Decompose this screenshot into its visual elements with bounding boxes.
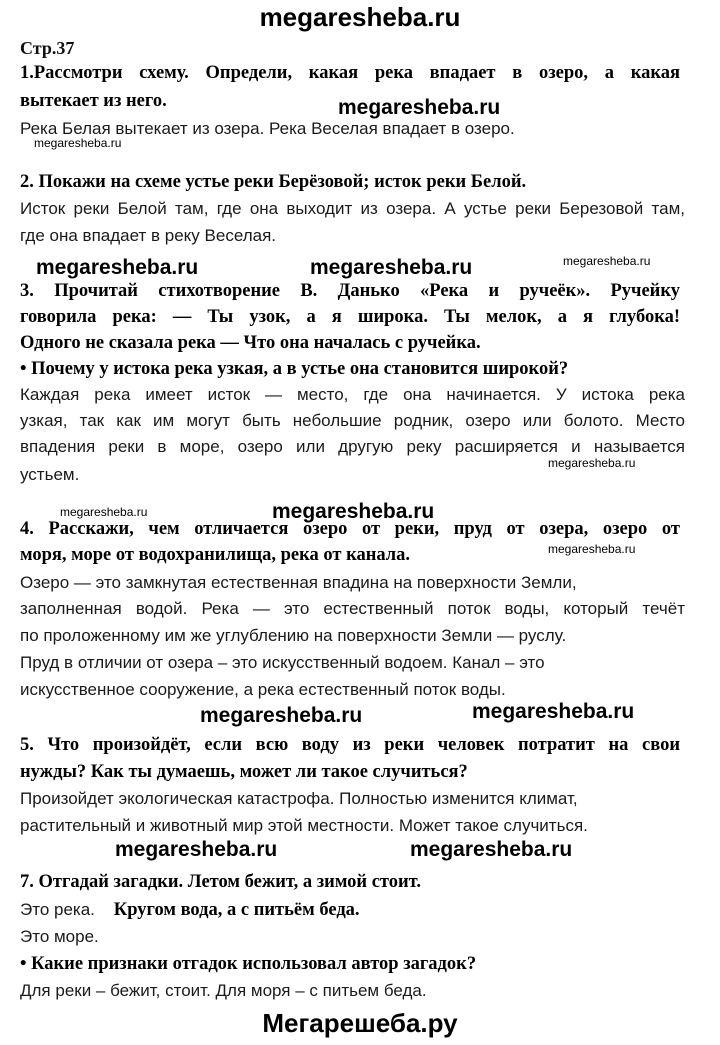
q5-text-line1: 5. Что произойдёт, если всю воду из реки человек потратит на свои: [20, 735, 680, 755]
q4-answer-line3: по проложенному им же углублению на поверхности Земли — руслу.: [20, 626, 567, 645]
watermark-small: megaresheba.ru: [60, 505, 148, 519]
watermark-small: megaresheba.ru: [548, 542, 636, 556]
q7-answer-line1: [20, 900, 360, 921]
q4-answer-line4: Пруд в отличии от озера – это искусственный водоем. Канал – это: [20, 653, 545, 672]
q3-text-line2: говорила река: — Ты узок, а я широка. Ты мелок, а я глубока!: [20, 307, 680, 327]
q3-answer-line3: впадения реки в море, озеро или другую реку расширяется и называется: [20, 437, 685, 456]
watermark: megaresheba.ru: [410, 838, 573, 861]
q5-answer-line1: Произойдет экологическая катастрофа. Полностью изменится климат,: [20, 789, 578, 808]
q7-answer1: Это река.: [20, 900, 95, 919]
watermark: megaresheba.ru: [310, 256, 473, 279]
q3-answer-line1: Каждая река имеет исток — место, где она начинается. У истока река: [20, 385, 685, 404]
q2-answer-line1: Исток реки Белой там, где она выходит из озера. А устье реки Березовой там,: [20, 199, 685, 218]
q3-answer-line4: устьем.: [20, 465, 80, 484]
q4-answer-line1: Озеро — это замкнутая естественная впадина на поверхности Земли,: [20, 573, 577, 592]
q7-answer2: Это море.: [20, 927, 99, 946]
q1-text-line2: вытекает из него.: [20, 91, 167, 111]
q2-answer-line2: где она впадает в реку Веселая.: [20, 226, 277, 245]
q4-answer-line2: заполненная водой. Река — это естественный поток воды, который течёт: [20, 599, 685, 618]
q5-answer-line2: растительный и животный мир этой местности. Может такое случиться.: [20, 816, 588, 835]
q4-text-line1: 4. Расскажи, чем отличается озеро от реки, пруд от озера, озеро от: [20, 519, 680, 539]
q2-text: 2. Покажи на схеме устье реки Берёзовой; исток реки Белой.: [20, 172, 527, 192]
watermark-small: megaresheba.ru: [34, 136, 122, 150]
q5-text-line2: нужды? Как ты думаешь, может ли такое случиться?: [20, 762, 468, 782]
watermark: megaresheba.ru: [272, 500, 435, 523]
watermark-small: megaresheba.ru: [563, 254, 651, 268]
page-reference: Стр.37: [20, 38, 75, 58]
watermark: megaresheba.ru: [200, 704, 363, 727]
q7-answer3: Для реки – бежит, стоит. Для моря – с питьем беда.: [20, 981, 427, 1000]
q3-text-line1: 3. Прочитай стихотворение В. Данько «Река и ручеёк». Ручейку: [20, 281, 680, 301]
q4-answer-line5: искусственное сооружение, а река естественный поток воды.: [20, 680, 506, 699]
q3-answer-line2: узкая, так как им могут быть небольшие родник, озеро или болото. Место: [20, 411, 685, 430]
site-header-watermark: megaresheba.ru: [259, 2, 461, 32]
q3-sub-question: • Почему у истока река узкая, а в устье она становится широкой?: [20, 359, 569, 379]
watermark: megaresheba.ru: [338, 96, 501, 119]
site-footer-watermark: Мегарешеба.ру: [262, 1008, 458, 1038]
q7-riddle2: Кругом вода, а с питьём беда.: [113, 900, 360, 920]
watermark: megaresheba.ru: [472, 700, 635, 723]
watermark-small: megaresheba.ru: [548, 456, 636, 470]
q7-sub-question: • Какие признаки отгадок использовал автор загадок?: [20, 954, 477, 974]
watermark: megaresheba.ru: [36, 256, 199, 279]
q1-text-line1: 1.Рассмотри схему. Определи, какая река впадает в озеро, а какая: [20, 63, 680, 83]
q4-text-line2: моря, море от водохранилища, река от канала.: [20, 545, 411, 565]
watermark: megaresheba.ru: [115, 838, 278, 861]
q7-text: 7. Отгадай загадки. Летом бежит, а зимой стоит.: [20, 872, 422, 892]
q3-text-line3: Одного не сказала река — Что она началась с ручейка.: [20, 333, 481, 353]
q1-answer: Река Белая вытекает из озера. Река Веселая впадает в озеро.: [20, 119, 515, 138]
